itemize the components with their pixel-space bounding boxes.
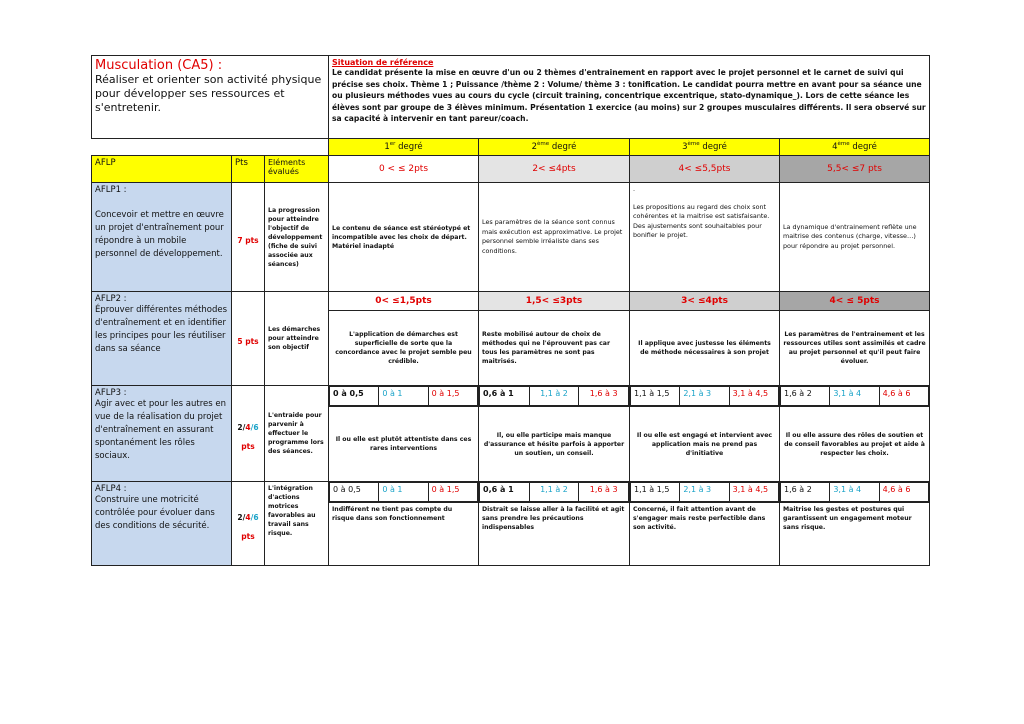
aflp2-element: Les démarches pour atteindre son objectif xyxy=(265,292,329,386)
aflp2-range-4: 4< ≤ 5pts xyxy=(780,292,930,311)
aflp4-score-1-c: 0 à 1,5 xyxy=(428,483,477,502)
aflp3-score-3-a: 1,1 à 1,5 xyxy=(631,387,680,406)
degree-3-header: 3ème degré xyxy=(630,139,780,156)
situation-text: Le candidat présente la mise en œuvre d'un ou 2 thèmes d'entrainement en rapport avec le projet personnel et le carnet de suivi qui précise ses choix. Thème 1 ; Puissance /thème 2 : Volume/ thème 3 : tonification. Le candidat pourra mettre en avant pour sa séance une ou plusieurs méthodes vues au cours du cycle (circuit training, concentrique excentrique, stato-dynamique_). Lors de cette séance les élèves sont par groupe de 3 élèves minimum. Présentation 1 exercice (au moins) sur 2 groupes musculaires différents. Il sera observé sur sa capacité à intervenir en tant pareur/coach. xyxy=(332,68,926,124)
aflp4-degree-3: Concerné, il fait attention avant de s'engager mais reste perfectible dans son activité. xyxy=(630,503,780,566)
aflp4-score-2-c: 1,6 à 3 xyxy=(579,483,629,502)
aflp4-degree-4: Maitrise les gestes et postures qui garantissent un engagement moteur sans risque. xyxy=(780,503,930,566)
aflp4-element: L'intégration d'actions motrices favorables au travail sans risque. xyxy=(265,482,329,566)
aflp4-score-3-b: 2,1 à 3 xyxy=(680,483,729,502)
aflp4-scores-1 xyxy=(329,482,479,503)
aflp4-pts-cell: 2/4/6 pts xyxy=(232,482,265,566)
evaluation-grid-page xyxy=(91,55,929,572)
aflp4-row xyxy=(92,482,930,503)
aflp2-range-1: 0< ≤1,5pts xyxy=(329,292,479,311)
col-aflp-header: AFLP xyxy=(92,156,232,183)
aflp4-scores-2 xyxy=(479,482,630,503)
range-degree-1: 0 < ≤ 2pts xyxy=(329,156,479,183)
aflp3-score-3-c: 3,1 à 4,5 xyxy=(729,387,778,406)
aflp1-row xyxy=(92,183,930,292)
evaluation-table xyxy=(91,55,930,566)
aflp4-score-4-a: 1,6 à 2 xyxy=(781,483,830,502)
degree-2-header: 2ème degré xyxy=(479,139,630,156)
aflp4-text: Construire une motricité contrôlée pour évoluer dans des conditions de sécurité. xyxy=(95,495,215,531)
range-degree-2: 2< ≤4pts xyxy=(479,156,630,183)
aflp3-text: Agir avec et pour les autres en vue de la réalisation du projet d'entraînement en assurant spontanément les rôles sociaux. xyxy=(95,399,226,461)
aflp1-name: AFLP1 : xyxy=(95,185,127,195)
page-title: Musculation (CA5) : xyxy=(95,58,223,73)
aflp4-score-3-a: 1,1 à 1,5 xyxy=(631,483,680,502)
aflp3-score-1-c: 0 à 1,5 xyxy=(428,387,477,406)
aflp2-range-3: 3< ≤4pts xyxy=(630,292,780,311)
situation-title: Situation de référence xyxy=(332,58,434,67)
aflp4-score-2-a: 0,6 à 1 xyxy=(480,483,530,502)
aflp4-name: AFLP4 : xyxy=(95,484,127,494)
aflp2-pts-cell xyxy=(232,292,265,386)
col-elements-header: Eléments évalués xyxy=(265,156,329,183)
aflp3-degree-4: Il ou elle assure des rôles de soutien et de conseil favorables au projet et aide à respecter les choix. xyxy=(780,407,930,482)
aflp3-row xyxy=(92,386,930,407)
aflp4-score-4-b: 3,1 à 4 xyxy=(830,483,879,502)
aflp4-score-1-b: 0 à 1 xyxy=(379,483,428,502)
aflp4-score-4-c: 4,6 à 6 xyxy=(879,483,928,502)
page-subtitle: Réaliser et orienter son activité physique pour développer ses ressources et s'entretenir. xyxy=(95,73,322,114)
aflp3-name: AFLP3 : xyxy=(95,388,127,398)
aflp4-cell xyxy=(92,482,232,566)
aflp1-degree-3: Les propositions au regard des choix sont cohérentes et la maitrise est satisfaisante. Des ajustements sont souhaitables pour bonifier le projet. xyxy=(633,202,770,239)
range-degree-3: 4< ≤5,5pts xyxy=(630,156,780,183)
aflp3-score-2-a: 0,6 à 1 xyxy=(480,387,530,406)
aflp3-pts-cell: 2/4/6 pts xyxy=(232,386,265,482)
aflp2-cell xyxy=(92,292,232,386)
aflp2-degree-1: L'application de démarches est superficielle de sorte que la concordance avec le projet semble peu crédible. xyxy=(329,311,479,386)
aflp3-scores-4 xyxy=(780,386,930,407)
aflp2-pts: 5 pts xyxy=(237,337,259,346)
aflp4-degree-1: Indifférent ne tient pas compte du risque dans son fonctionnement xyxy=(329,503,479,566)
aflp3-scores-3 xyxy=(630,386,780,407)
aflp1-degree-3-cell xyxy=(630,183,780,292)
aflp3-cell xyxy=(92,386,232,482)
aflp4-degree-2: Distrait se laisse aller à la facilité et agit sans prendre les précautions indispensables xyxy=(479,503,630,566)
degree-header-row xyxy=(92,139,930,156)
aflp2-degree-3: Il applique avec justesse les éléments de méthode nécessaires à son projet xyxy=(630,311,780,386)
aflp2-text: Éprouver différentes méthodes d'entraînement et en identifier les principes pour les réutiliser dans sa séance xyxy=(95,305,228,354)
aflp3-score-4-a: 1,6 à 2 xyxy=(781,387,830,406)
aflp3-scores-2 xyxy=(479,386,630,407)
aflp1-pts-cell xyxy=(232,183,265,292)
aflp2-row xyxy=(92,292,930,311)
aflp1-degree-2: Les paramètres de la séance sont connus mais exécution est approximative. Le projet personnel semble irréaliste dans ses conditions. xyxy=(479,183,630,292)
aflp3-score-2-c: 1,6 à 3 xyxy=(579,387,629,406)
column-header-row xyxy=(92,156,930,183)
aflp4-score-3-c: 3,1 à 4,5 xyxy=(729,483,778,502)
aflp3-degree-3: Il ou elle est engagé et intervient avec application mais ne prend pas d'initiative xyxy=(630,407,780,482)
aflp3-score-1-b: 0 à 1 xyxy=(379,387,428,406)
aflp4-scores-4 xyxy=(780,482,930,503)
aflp3-score-2-b: 1,1 à 2 xyxy=(529,387,579,406)
aflp1-cell xyxy=(92,183,232,292)
aflp1-degree-1: Le contenu de séance est stéréotypé et incompatible avec les choix de départ. Matériel inadapté xyxy=(329,183,479,292)
aflp2-degree-2: Reste mobilisé autour de choix de méthodes qui ne l'éprouvent pas car tous les paramètres ne sont pas maitrisés. xyxy=(479,311,630,386)
aflp3-score-4-c: 4,6 à 6 xyxy=(879,387,928,406)
aflp1-dot: . xyxy=(633,185,636,193)
aflp3-degree-2: Il, ou elle participe mais manque d'assurance et hésite parfois à apporter un soutien, un conseil. xyxy=(479,407,630,482)
aflp3-element: L'entraide pour parvenir à effectuer le programme lors des séances. xyxy=(265,386,329,482)
header-row xyxy=(92,56,930,139)
aflp3-score-4-b: 3,1 à 4 xyxy=(830,387,879,406)
aflp4-scores-3 xyxy=(630,482,780,503)
situation-cell xyxy=(329,56,930,139)
aflp3-scores-1 xyxy=(329,386,479,407)
aflp1-text: Concevoir et mettre en œuvre un projet d'entraînement pour répondre à un mobile personnel de développement. xyxy=(95,210,224,259)
aflp1-element: La progression pour atteindre l'objectif de développement (fiche de suivi associée aux séances) xyxy=(265,183,329,292)
degree-4-header: 4ème degré xyxy=(780,139,930,156)
aflp3-score-1-a: 0 à 0,5 xyxy=(330,387,379,406)
col-pts-header: Pts xyxy=(232,156,265,183)
aflp4-score-1-a: 0 à 0,5 xyxy=(330,483,379,502)
aflp2-name: AFLP2 : xyxy=(95,294,127,304)
aflp1-degree-4: La dynamique d'entrainement reflète une maitrise des contenus (charge, vitesse…) pour répondre au projet personnel. xyxy=(780,183,930,292)
aflp4-score-2-b: 1,1 à 2 xyxy=(529,483,579,502)
aflp2-degree-4: Les paramètres de l'entrainement et les ressources utiles sont assimilés et cadre au projet personnel et qu'il peut faire évoluer. xyxy=(780,311,930,386)
degree-1-header: 1er degré xyxy=(329,139,479,156)
range-degree-4: 5,5< ≤7 pts xyxy=(780,156,930,183)
title-cell xyxy=(92,56,329,139)
aflp1-pts: 7 pts xyxy=(237,235,259,245)
aflp3-score-3-b: 2,1 à 3 xyxy=(680,387,729,406)
aflp2-range-2: 1,5< ≤3pts xyxy=(479,292,630,311)
aflp3-degree-1: Il ou elle est plutôt attentiste dans ces rares interventions xyxy=(329,407,479,482)
